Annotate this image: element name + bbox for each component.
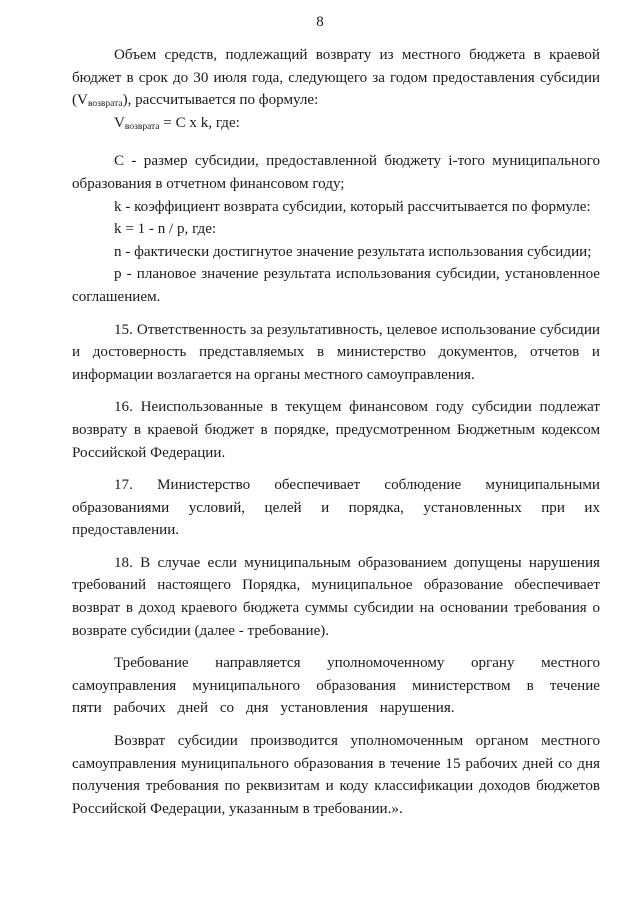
- paragraph-item-18: 18. В случае если муниципальным образованием допущены нарушения требований настоящего Порядка, муниципальное образование обеспечивает возврат в доход краевого бюджета суммы субсидии на основании требования о возврате субсидии (далее - требование).: [72, 554, 600, 639]
- paragraph-refund-volume-text: Объем средств, подлежащий возврату из местного бюджета в краевой бюджет в срок до 30 июля года, следующего за годом предоставления субсидии (V: [72, 47, 600, 109]
- formula-v-symbol: V: [114, 114, 125, 131]
- formula-v-subscript: возврата: [124, 121, 160, 132]
- paragraph-refund-volume: [72, 44, 600, 112]
- formula-k: k = 1 - n / p, где:: [114, 221, 217, 238]
- paragraph-item-16: 16. Неиспользованные в текущем финансовом году субсидии подлежат возврату в краевой бюджет в порядке, предусмотренном Бюджетным кодексом Российской Федерации.: [72, 399, 600, 461]
- definition-k: k - коэффициент возврата субсидии, который рассчитывается по формуле:: [114, 198, 591, 215]
- paragraph-refund-volume-subscript: возврата: [87, 99, 123, 110]
- formula-v: [72, 112, 600, 135]
- document-body: [72, 44, 600, 820]
- paragraph-refund: Возврат субсидии производится уполномоченным органом местного самоуправления муниципального образования в течение 15 рабочих дней со дня получения требования по реквизитам и коду классификации доходов бюджетов Российской Федерации, указанным в требовании.».: [72, 733, 600, 817]
- formula-v-rest: = C x k, где:: [159, 114, 240, 131]
- page-number: 8: [316, 14, 324, 30]
- definition-n: n - фактически достигнутое значение результата использования субсидии;: [114, 243, 592, 260]
- paragraph-item-17: 17. Министерство обеспечивает соблюдение муниципальными образованиями условий, целей и порядка, установленных при их предоставлении.: [72, 477, 600, 539]
- paragraph-demand: Требование направляется уполномоченному органу местного самоуправления муниципального образования министерством в течение пяти рабочих дней со дня установления нарушения.: [72, 655, 600, 717]
- definition-p: p - плановое значение результата использования субсидии, установленное соглашением.: [72, 266, 600, 305]
- paragraph-refund-volume-end: ), рассчитывается по формуле:: [122, 92, 319, 109]
- paragraph-item-15: 15. Ответственность за результативность, целевое использование субсидии и достоверность представляемых в министерство документов, отчетов и информации возлагается на органы местного самоуправления.: [72, 321, 600, 383]
- definition-c: C - размер субсидии, предоставленной бюджету i-того муниципального образования в отчетном финансовом году;: [72, 153, 600, 192]
